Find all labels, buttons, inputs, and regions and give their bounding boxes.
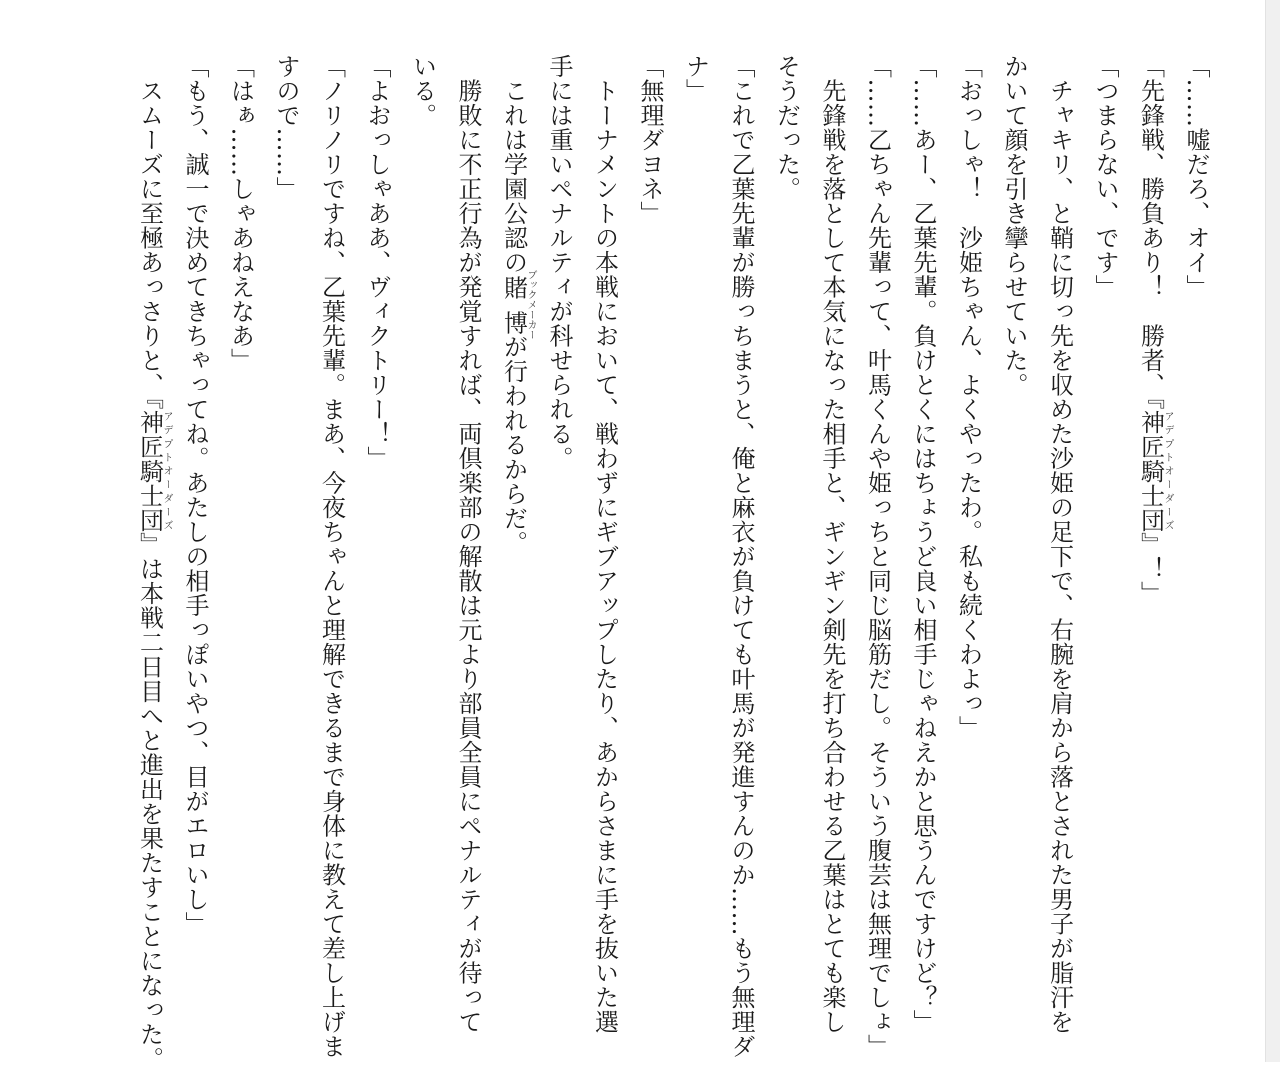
ruby-text: ブックメーカー <box>525 269 536 340</box>
scrollbar[interactable] <box>1265 0 1280 1062</box>
text-line: 「……嘘だろ、オイ」 <box>1182 54 1210 299</box>
text-line: トーナメントの本戦において、戦わずにギブアップしたり、あからさまに手を抜いた選 <box>590 54 619 1034</box>
text-segment: が行われるからだ。 <box>499 334 528 555</box>
text-line <box>490 54 536 1054</box>
text-line: 「無理ダヨネ」 <box>636 54 664 226</box>
text-segment: スムーズに至極あっさりと、『 <box>135 54 164 410</box>
ruby-base: 神匠騎士団 <box>135 409 164 532</box>
text-line: チャキリ、と鞘に切っ先を収めた沙姫の足下で、右腕を肩から落とされた男子が脂汗を <box>1045 54 1074 1034</box>
text-segment: これは学園公認の <box>499 54 528 275</box>
ruby-text: アデプトオーダーズ <box>161 409 172 532</box>
text-line <box>126 54 172 1071</box>
text-line: 「もう、誠一で決めてきちゃってね。あたしの相手っぽいやつ、目がエロいし」 <box>181 54 209 936</box>
text-line: そうだった。 <box>772 54 801 201</box>
text-line: すので……」 <box>272 54 300 201</box>
ruby-base: 賭博 <box>499 269 528 340</box>
vertical-text-body <box>126 54 1218 1071</box>
text-line: いる。 <box>408 54 437 128</box>
text-segment: 「先鋒戦、勝負あり！ 勝者、『 <box>1136 54 1165 410</box>
ruby-text: アデプトオーダーズ <box>1162 409 1173 532</box>
ruby-base: 神匠騎士団 <box>1136 409 1165 532</box>
text-line: 「これで乙葉先輩が勝っちまうと、俺と麻衣が負けても叶馬が発進すんのか……もう無理ダ <box>727 54 755 1059</box>
text-segment: 』！」 <box>1136 532 1165 606</box>
text-line: 「おっしゃ！ 沙姫ちゃん、よくやったわ。私も続くわよっ」 <box>954 54 983 740</box>
text-line: 勝敗に不正行為が発覚すれば、両倶楽部の解散は元より部員全員にペナルティが待って <box>454 54 482 1034</box>
text-line: かいて顔を引き攣らせていた。 <box>1000 54 1028 397</box>
text-line: ナ」 <box>681 54 710 103</box>
ruby-annotation <box>135 409 172 533</box>
text-line: 「よおっしゃああ、ヴィクトリー！」 <box>363 54 391 471</box>
ruby-annotation <box>499 269 536 340</box>
text-line: 「……あー、乙葉先輩。負けとくにはちょうど良い相手じゃねえかと思うんですけど？」 <box>909 54 937 1034</box>
text-segment: 』は本戦二日目へと進出を果たすことになった。 <box>135 532 164 1071</box>
text-line: 先鋒戦を落として本気になった相手と、ギンギン剣先を打ち合わせる乙葉はとても楽し <box>818 54 846 1034</box>
text-line: 手には重いペナルティが科せられる。 <box>545 54 573 471</box>
text-line <box>1127 54 1173 1054</box>
text-line: 「つまらない、です」 <box>1091 54 1119 299</box>
text-line: 「はぁ……しゃあねえなあ」 <box>226 54 255 373</box>
text-line: 「ノリノリですね、乙葉先輩。まあ、今夜ちゃんと理解できるまで身体に教えて差し上げま <box>317 54 346 1059</box>
ruby-annotation <box>1136 409 1173 533</box>
text-line: 「……乙ちゃん先輩って、叶馬くんや姫っちと同じ脳筋だし。そういう腹芸は無理でしょ」 <box>863 54 892 1059</box>
